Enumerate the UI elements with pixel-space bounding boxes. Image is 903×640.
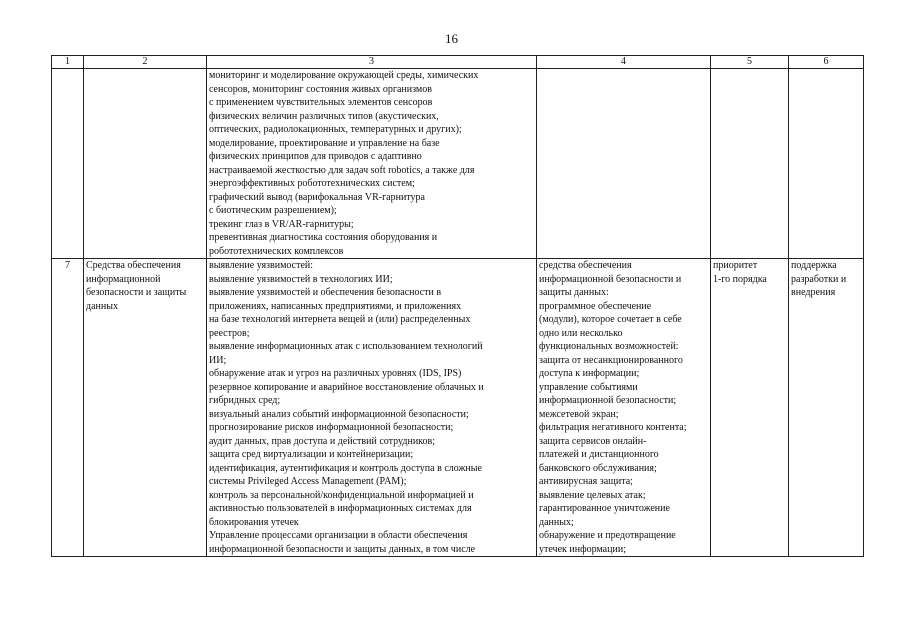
text-line: банковского обслуживания; — [539, 462, 657, 474]
text-line: управление событиями — [539, 381, 638, 393]
text-line: фильтрация негативного контента; — [539, 422, 687, 433]
text-line: с применением чувствительных элементов сенсоров — [209, 97, 433, 108]
text-line: превентивная диагностика состояния оборудования и — [209, 232, 438, 243]
text-line: антивирусная защита; — [539, 476, 633, 487]
continuation-cell-5 — [711, 69, 789, 259]
text-line: защита от несанкционированного — [539, 354, 683, 366]
text-line: гибридных сред; — [209, 395, 281, 406]
column-header-1: 1 — [52, 56, 84, 69]
text-line: защита сред виртуализации и контейнеризации; — [209, 449, 414, 460]
column-header-6: 6 — [789, 56, 864, 69]
text-line: средства обеспечения — [539, 260, 632, 271]
requirements-table — [51, 55, 864, 557]
text-line: безопасности и защиты — [86, 287, 187, 298]
text-line: настраиваемой жесткостью для задач soft robotics, а также для — [209, 164, 475, 176]
text-line: графический вывод (варифокальная VR-гарнитура — [209, 191, 425, 203]
text-line: приложениях, написанных предприятиями, и приложениях — [209, 300, 462, 312]
text-line: Управление процессами организации в области обеспечения — [209, 530, 468, 541]
text-line: 1-го порядка — [713, 273, 767, 285]
products-cell — [537, 259, 711, 557]
text-line: системы Privileged Access Management (PAM); — [209, 476, 407, 487]
text-line: разработки и — [791, 273, 847, 285]
text-line: робототехнических комплексов — [209, 245, 344, 257]
text-line: резервное копирование и аварийное восстановление облачных и — [209, 381, 484, 393]
continuation-cell-1 — [52, 69, 84, 259]
column-header-5: 5 — [711, 56, 789, 69]
table-row-continuation — [52, 69, 864, 259]
priority-cell — [711, 259, 789, 557]
text-line: одно или несколько — [539, 327, 623, 339]
continuation-cell-6 — [789, 69, 864, 259]
text-line: блокирования утечек — [209, 516, 299, 528]
continuation-cell-3 — [207, 69, 537, 259]
text-line: выявление целевых атак; — [539, 489, 646, 501]
text-line: физических величин различных типов (акустических, — [209, 110, 439, 122]
column-header-2: 2 — [84, 56, 207, 69]
text-line: трекинг глаз в VR/AR-гарнитуры; — [209, 218, 354, 230]
text-line: гарантированное уничтожение — [539, 503, 670, 514]
text-line: моделирование, проектирование и управление на базе — [209, 137, 440, 149]
page-number: 16 — [445, 31, 458, 46]
text-line: утечек информации; — [539, 543, 626, 555]
text-line: энергоэффективных робототехнических систем; — [209, 178, 415, 189]
text-line: выявление уязвимостей: — [209, 260, 314, 271]
text-line: оптических, радиолокационных, температурных и других); — [209, 124, 462, 135]
text-line: идентификация, аутентификация и контроль доступа в сложные — [209, 462, 482, 474]
text-line: (модули), которое сочетает в себе — [539, 314, 682, 325]
text-line: реестров; — [209, 327, 250, 339]
text-line: информационной безопасности и защиты данных, в том числе — [209, 543, 476, 555]
text-line: визуальный анализ событий информационной безопасности; — [209, 408, 469, 420]
text-line: мониторинг и моделирование окружающей среды, химических — [209, 70, 479, 81]
text-line: информационной — [86, 273, 161, 285]
text-line: защита сервисов онлайн- — [539, 435, 647, 447]
text-line: физических принципов для приводов с адаптивно — [209, 151, 422, 162]
text-line: на базе технологий интернета вещей и (или) распределенных — [209, 314, 471, 325]
technologies-cell — [207, 259, 537, 557]
continuation-cell-2 — [84, 69, 207, 259]
text-line: программное обеспечение — [539, 300, 652, 312]
column-header-3: 3 — [207, 56, 537, 69]
text-line: функциональных возможностей: — [539, 341, 679, 352]
text-line: межсетевой экран; — [539, 408, 619, 420]
text-line: прогнозирование рисков информационной безопасности; — [209, 422, 454, 433]
text-line: данных — [86, 300, 118, 312]
text-line: активностью пользователей в информационных системах для — [209, 503, 472, 514]
table-header-row — [52, 56, 864, 69]
text-line: с биотическим разрешением); — [209, 205, 337, 216]
text-line: ИИ; — [209, 354, 227, 366]
text-line: выявление информационных атак с использованием технологий — [209, 341, 483, 352]
text-line: данных; — [539, 516, 574, 528]
text-line: доступа к информации; — [539, 368, 640, 379]
text-line: обнаружение и предотвращение — [539, 530, 676, 541]
text-line: внедрения — [791, 287, 836, 298]
row-number-cell: 7 — [52, 259, 84, 557]
category-name-cell — [84, 259, 207, 557]
text-line: контроль за персональной/конфиденциальной информацией и — [209, 489, 474, 501]
column-header-4: 4 — [537, 56, 711, 69]
text-line: информационной безопасности; — [539, 395, 677, 406]
text-line: защиты данных: — [539, 287, 609, 298]
text-line: обнаружение атак и угроз на различных уровнях (IDS, IPS) — [209, 368, 462, 379]
text-line: выявление уязвимостей и обеспечения безопасности в — [209, 287, 442, 298]
support-measures-cell — [789, 259, 864, 557]
table-row-7 — [52, 259, 864, 557]
text-line: Средства обеспечения — [86, 260, 181, 271]
text-line: аудит данных, прав доступа и действий сотрудников; — [209, 435, 436, 447]
continuation-cell-4 — [537, 69, 711, 259]
text-line: информационной безопасности и — [539, 273, 682, 285]
text-line: приоритет — [713, 260, 758, 271]
text-line: платежей и дистанционного — [539, 449, 659, 460]
text-line: поддержка — [791, 260, 837, 271]
text-line: сенсоров, мониторинг состояния живых организмов — [209, 83, 432, 95]
text-line: выявление уязвимостей в технологиях ИИ; — [209, 273, 393, 285]
